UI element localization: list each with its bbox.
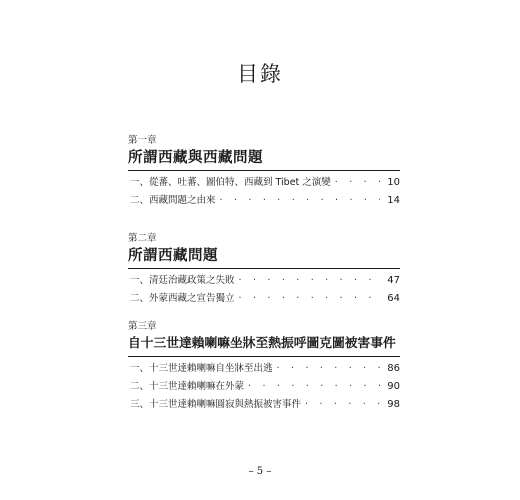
entry-list [128, 272, 400, 308]
entry-page-number: 14 [387, 195, 400, 206]
entry-page-number: 64 [387, 293, 400, 304]
toc-entry[interactable] [128, 290, 400, 308]
dot-leader [220, 192, 380, 210]
entry-text: 二、外蒙西藏之宣告獨立 [130, 293, 235, 304]
entry-text: 三、十三世達賴喇嘛圓寂與熱振被害事件 [130, 399, 302, 410]
toc-entry[interactable] [128, 272, 400, 290]
chapter-heading: 所謂西藏問題 [128, 246, 400, 269]
toc-entry[interactable] [128, 192, 400, 210]
dot-leader [305, 396, 380, 414]
entry-list [128, 174, 400, 210]
chapter-3 [128, 320, 400, 414]
chapter-2 [128, 232, 400, 308]
entry-page-number: 90 [387, 381, 400, 392]
chapter-label: 第二章 [128, 233, 157, 244]
dot-leader [335, 174, 380, 192]
entry-page-number: 98 [387, 399, 400, 410]
toc-entry[interactable] [128, 378, 400, 396]
entry-list [128, 360, 400, 414]
entry-text: 二、西藏問題之由來 [130, 195, 216, 206]
toc-entry[interactable] [128, 396, 400, 414]
page-title: 目錄 [237, 62, 283, 86]
entry-text: 一、十三世達賴喇嘛自坐牀至出逃 [130, 363, 273, 374]
entry-text: 一、清廷治藏政策之失敗 [130, 275, 235, 286]
chapter-label: 第一章 [128, 135, 157, 146]
entry-page-number: 86 [387, 363, 400, 374]
page-number: – 5 – [248, 466, 272, 477]
dot-leader [239, 272, 380, 290]
chapter-1 [128, 134, 400, 210]
chapter-label: 第三章 [128, 321, 157, 332]
toc-entry[interactable] [128, 360, 400, 378]
entry-page-number: 10 [387, 177, 400, 188]
dot-leader [277, 360, 380, 378]
entry-text: 一、從蕃、吐蕃、圖伯特、西藏到 Tibet 之演變 [130, 177, 331, 188]
dot-leader [239, 290, 380, 308]
dot-leader [248, 378, 380, 396]
entry-page-number: 47 [387, 275, 400, 286]
toc-entry[interactable] [128, 174, 400, 192]
entry-text: 二、十三世達賴喇嘛在外蒙 [130, 381, 245, 392]
chapter-heading: 所謂西藏與西藏問題 [128, 148, 400, 171]
chapter-heading: 自十三世達賴喇嘛坐牀至熱振呼圖克圖被害事件 [128, 334, 400, 357]
